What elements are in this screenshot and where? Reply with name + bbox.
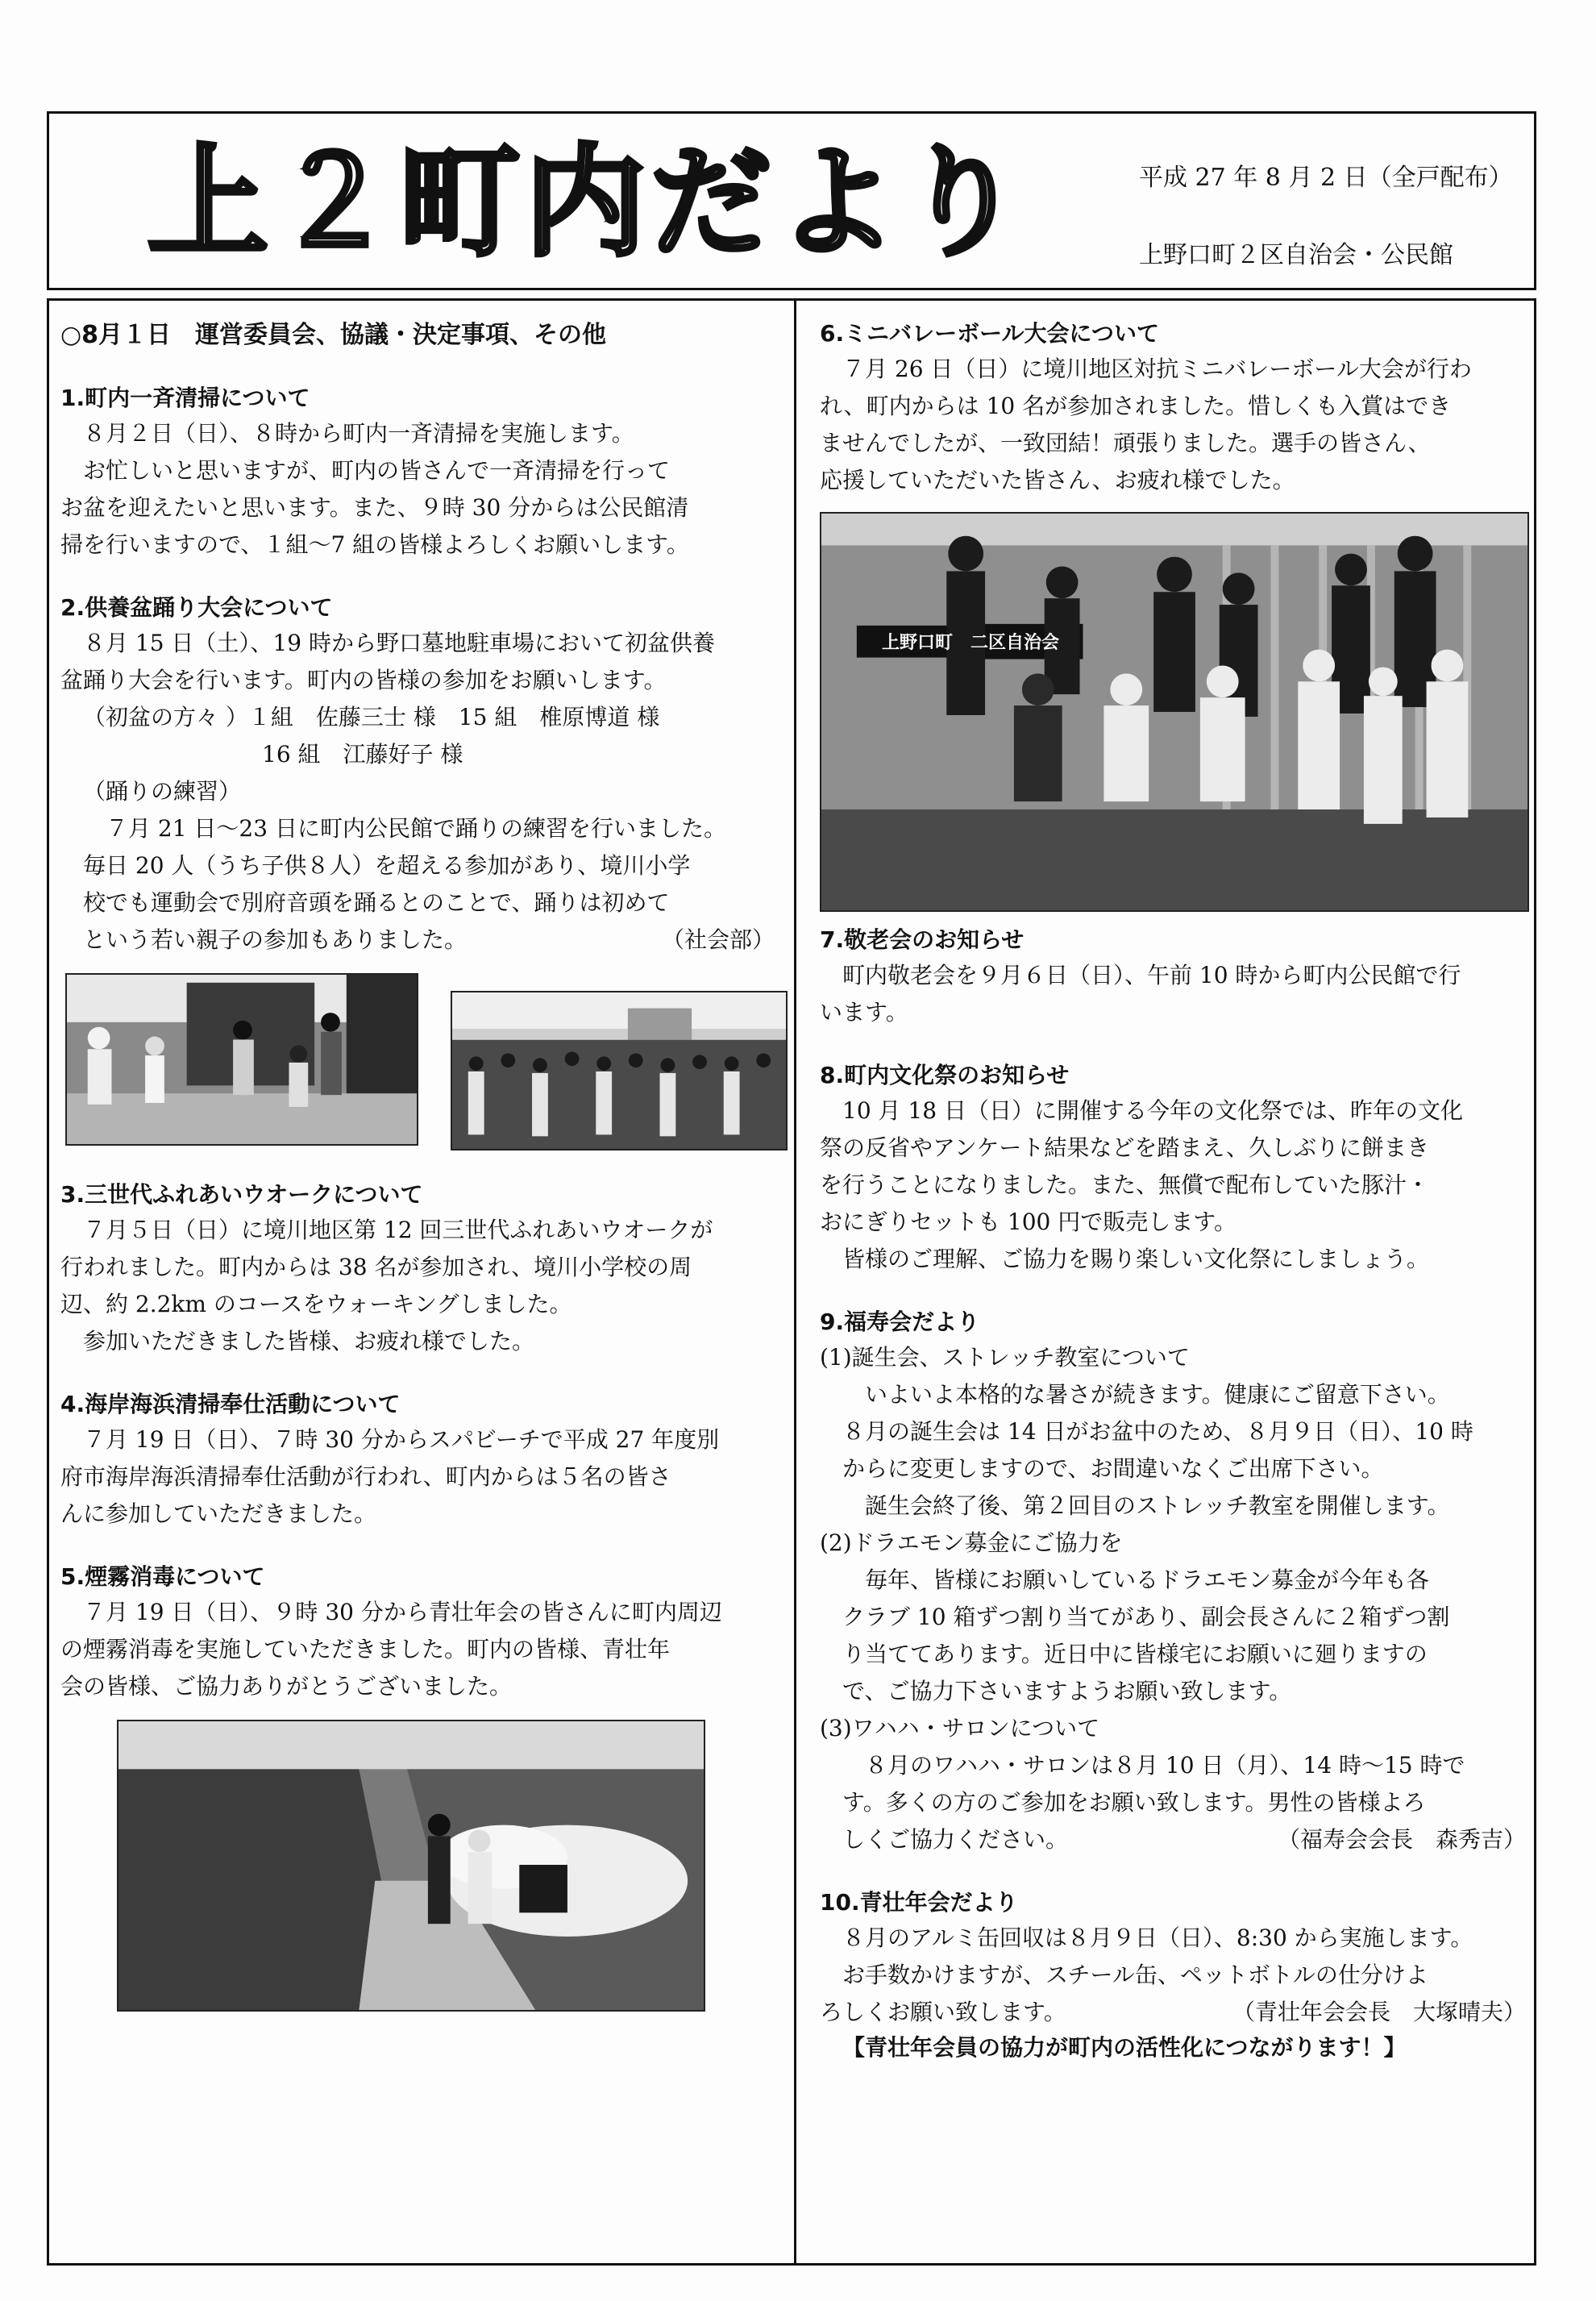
text-line: 皆様のご理解、ご協力を賜り楽しい文化祭にしましょう。 xyxy=(842,1246,1430,1272)
section-mini-volleyball xyxy=(820,317,1529,912)
section-heading: 5.煙霧消毒について xyxy=(60,1563,265,1590)
text-line: という若い親子の参加もありました。 xyxy=(83,926,468,953)
team-banner: 上野口町 二区自治会 xyxy=(881,633,1059,653)
text-line: しくご協力ください。 xyxy=(842,1826,1069,1853)
text-line: 掃を行いますので、１組～7 組の皆様よろしくお願いします。 xyxy=(60,531,689,558)
text-line: お忙しいと思いますが、町内の皆さんで一斉清掃を行って xyxy=(83,457,671,484)
text-line: ７月５日（日）に境川地区第 12 回三世代ふれあいウオークが xyxy=(83,1217,713,1243)
text-line: お手数かけますが、スチール缶、ペットボトルの仕分けよ xyxy=(842,1962,1428,1988)
text-line: 校でも運動会で別府音頭を踊るとのことで、踊りは初めて xyxy=(83,889,670,916)
signature: （福寿会会長 森秀吉） xyxy=(1277,1826,1526,1853)
text-line: ８月 15 日（土）、19 時から野口墓地駐車場において初盆供養 xyxy=(83,630,715,656)
section-heading: 9.福寿会だより xyxy=(820,1309,980,1335)
bon-dance-photos xyxy=(60,973,778,1155)
issue-date: 平成 27 年 8 月 2 日（全戸配布） xyxy=(1139,164,1513,192)
text-line: 毎年、皆様にお願いしているドラエモン募金が今年も各 xyxy=(865,1567,1430,1593)
dance-practice-photo xyxy=(65,973,418,1146)
publisher: 上野口町２区自治会・公民館 xyxy=(1139,241,1453,269)
text-line: 祭の反省やアンケート結果などを踏まえ、久しぶりに餅まき xyxy=(820,1134,1430,1161)
text-line: 行われました。町内からは 38 名が参加され、境川小学校の周 xyxy=(60,1254,692,1280)
section-culture-festival xyxy=(820,1059,1529,1278)
section-heading: 2.供養盆踊り大会について xyxy=(60,594,333,621)
text-line: 町内敬老会を９月６日（日）、午前 10 時から町内公民館で行 xyxy=(842,962,1461,988)
subsection-heading: (3)ワハハ・サロンについて xyxy=(820,1715,1100,1741)
text-line: 16 組 江藤好子 様 xyxy=(262,741,463,768)
closing-slogan: 【青壮年会員の協力が町内の活性化につながります！】 xyxy=(842,2034,1407,2061)
section-bon-dance xyxy=(60,591,778,1155)
text-line: す。多くの方のご参加をお願い致します。男性の皆様よろ xyxy=(842,1789,1426,1816)
text-line: 誕生会終了後、第２回目のストレッチ教室を開催します。 xyxy=(865,1492,1450,1519)
section-heading: 1.町内一斉清掃について xyxy=(60,385,310,411)
section-youth-association xyxy=(820,1886,1529,2065)
section-heading: 3.三世代ふれあいウオークについて xyxy=(60,1181,423,1208)
signature: （社会部） xyxy=(661,926,775,953)
text-line: （踊りの練習） xyxy=(83,778,242,805)
text-line: クラブ 10 箱ずつ割り当てがあり、副会長さんに２箱ずつ割 xyxy=(842,1604,1450,1630)
text-line: おにぎりセットも 100 円で販売します。 xyxy=(820,1209,1237,1235)
section-heading: 8.町内文化祭のお知らせ xyxy=(820,1062,1070,1088)
text-line: ませんでしたが、一致団結！頑張りました。選手の皆さん、 xyxy=(820,430,1431,456)
text-line: ８月のアルミ缶回収は８月９日（日）、8:30 から実施します。 xyxy=(842,1924,1473,1951)
subsection-heading: (2)ドラエモン募金にご協力を xyxy=(820,1529,1123,1556)
section-beach-cleanup xyxy=(60,1388,778,1533)
text-line: （初盆の方々 ）１組 佐藤三士 様 15 組 椎原博道 様 xyxy=(83,704,660,730)
text-line: 参加いただきました皆様、お疲れ様でした。 xyxy=(83,1328,535,1354)
text-line: 10 月 18 日（日）に開催する今年の文化祭では、昨年の文化 xyxy=(842,1097,1463,1124)
section-heading: 7.敬老会のお知らせ xyxy=(820,926,1025,953)
left-column xyxy=(60,317,778,2012)
text-line: り当ててあります。近日中に皆様宅にお願いに廻りますの xyxy=(842,1641,1428,1667)
masthead xyxy=(47,111,1536,290)
text-line: ８月２日（日）、８時から町内一斉清掃を実施します。 xyxy=(83,420,634,447)
text-line: ７月 19 日（日）、７時 30 分からスパビーチで平成 27 年度別 xyxy=(83,1426,720,1453)
signature: （青壮年会会長 大塚晴夫） xyxy=(1232,1999,1526,2025)
subsection-heading: (1)誕生会、ストレッチ教室について xyxy=(820,1344,1190,1371)
meeting-title: ○8月１日 運営委員会、協議・決定事項、その他 xyxy=(60,321,607,349)
content-frame xyxy=(47,298,1536,2266)
text-line: ７月 21 日～23 日に町内公民館で踊りの練習を行いました。 xyxy=(106,815,726,842)
text-line: 府市海岸海浜清掃奉仕活動が行われ、町内からは５名の皆さ xyxy=(60,1463,671,1490)
right-column xyxy=(820,317,1529,2065)
text-line: ８月のワハハ・サロンは８月 10 日（月）、14 時～15 時で xyxy=(865,1752,1465,1779)
section-fukuju-club xyxy=(820,1305,1529,1858)
section-heading: 4.海岸海浜清掃奉仕活動について xyxy=(60,1391,401,1417)
text-line: お盆を迎えたいと思います。また、９時 30 分からは公民館清 xyxy=(60,494,689,521)
text-line: れ、町内からは 10 名が参加されました。惜しくも入賞はでき xyxy=(820,393,1452,419)
newsletter-title: 上２町内だより xyxy=(148,133,1029,273)
text-line: います。 xyxy=(820,999,908,1026)
text-line: んに参加していただきました。 xyxy=(60,1500,377,1527)
bon-dance-festival-photo xyxy=(451,991,788,1150)
text-line: ７月 26 日（日）に境川地区対抗ミニバレーボール大会が行わ xyxy=(842,356,1472,382)
section-three-generation-walk xyxy=(60,1178,778,1360)
section-cleanup xyxy=(60,381,778,564)
text-line: ８月の誕生会は 14 日がお盆中のため、８月９日（日）、10 時 xyxy=(842,1418,1473,1445)
text-line: いよいよ本格的な暑さが続きます。健康にご留意下さい。 xyxy=(865,1381,1450,1408)
text-line: で、ご協力下さいますようお願い致します。 xyxy=(842,1678,1292,1704)
text-line: ろしくお願い致します。 xyxy=(820,1999,1066,2025)
text-line: ７月 19 日（日）、９時 30 分から青壮年会の皆さんに町内周辺 xyxy=(83,1599,722,1625)
text-line: の煙霧消毒を実施していただきました。町内の皆様、青壮年 xyxy=(60,1636,671,1662)
volleyball-team-photo xyxy=(820,512,1529,912)
section-fog-disinfection xyxy=(60,1560,778,2012)
fog-disinfection-photo xyxy=(117,1720,705,2012)
text-line: を行うことになりました。また、無償で配布していた豚汁・ xyxy=(820,1171,1430,1198)
text-line: 盆踊り大会を行います。町内の皆様の参加をお願いします。 xyxy=(60,667,667,693)
text-line: 会の皆様、ご協力ありがとうございました。 xyxy=(60,1673,513,1700)
section-respect-for-aged xyxy=(820,923,1529,1031)
text-line: 辺、約 2.2km のコースをウォーキングしました。 xyxy=(60,1291,572,1317)
section-heading: 10.青壮年会だより xyxy=(820,1889,1018,1916)
column-divider xyxy=(794,301,796,2263)
text-line: 毎日 20 人（うち子供８人）を超える参加があり、境川小学 xyxy=(83,852,691,879)
section-heading: 6.ミニバレーボール大会について xyxy=(820,320,1160,347)
text-line: 応援していただいた皆さん、お疲れ様でした。 xyxy=(820,467,1295,493)
text-line: からに変更しますので、お間違いなくご出席下さい。 xyxy=(842,1455,1384,1482)
